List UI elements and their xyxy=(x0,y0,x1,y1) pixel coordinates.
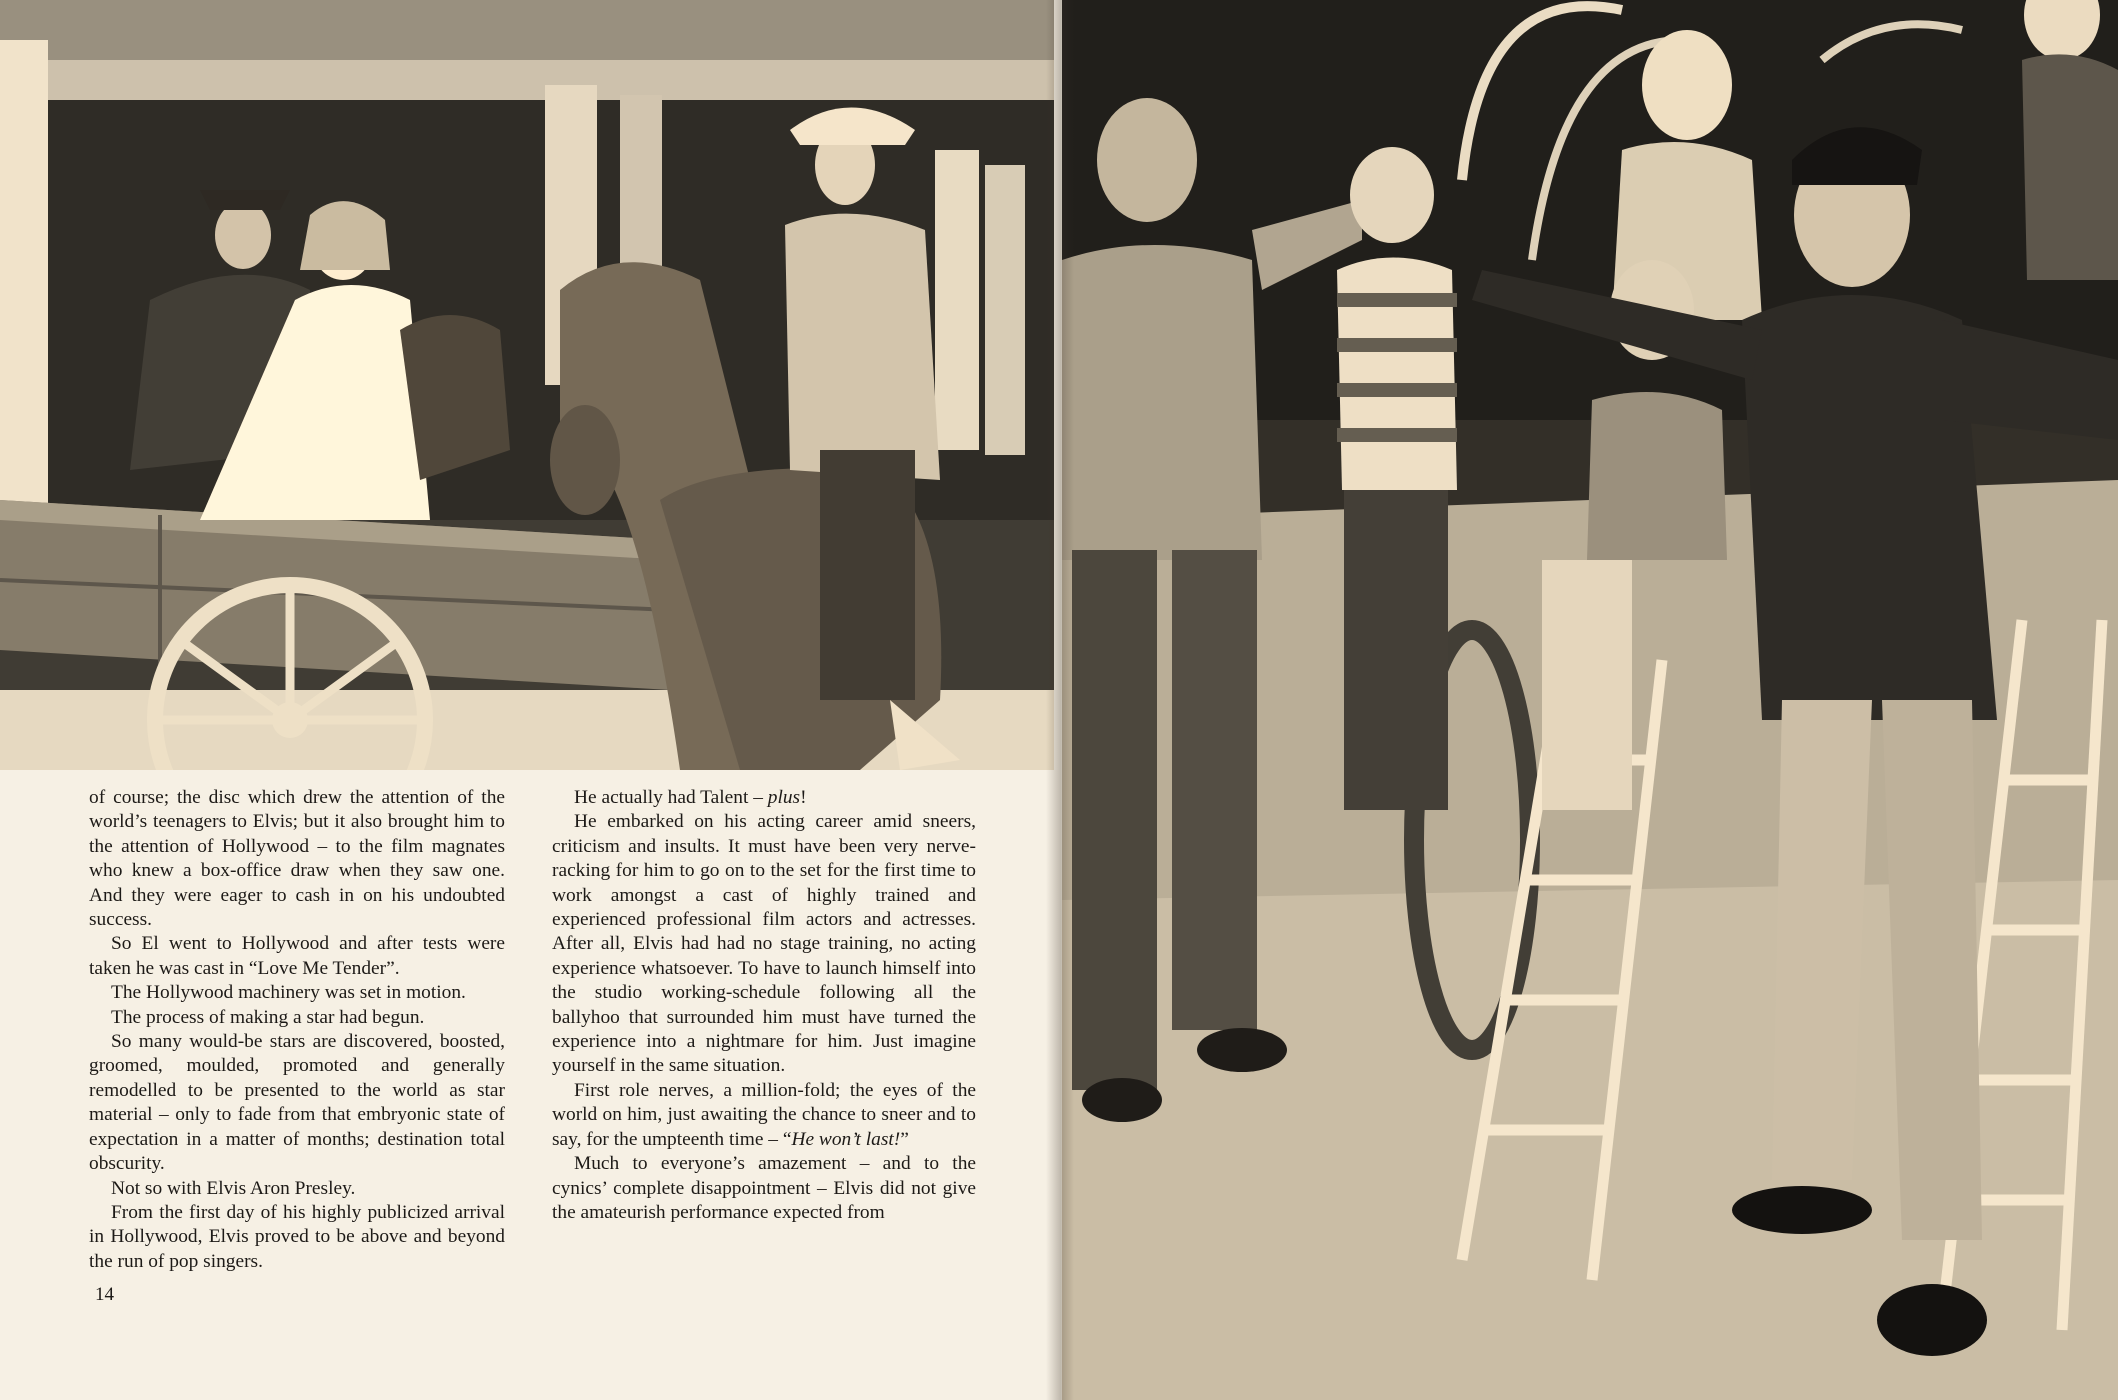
quote-emphasis: He won’t last! xyxy=(791,1128,901,1150)
paragraph: The Hollywood machinery was set in motion. xyxy=(111,982,466,1004)
paragraph-text: First role nerves, a million-fold; the eyes of the world on him, just awaiting the chance to sneer and to say, for the umpteenth time – “ xyxy=(552,1079,976,1150)
paragraph xyxy=(552,786,976,810)
western-wagon-illustration xyxy=(0,0,1054,770)
paragraph: He embarked on his acting career amid sneers, criticism and insults. It must have been very nerve-racking for him to go on to the set for the first time to work amongst a cast of highly trained and experienced professional film actors and actresses. After all, Elvis had had no stage training, no acting experience whatsoever. To have to launch himself into the studio working-schedule following all the ballyhoo that surrounded him must have turned the experience into a nightmare for him. Just imagine yourself in the same situation. xyxy=(552,811,976,1077)
talent-line-text: He actually had Talent – xyxy=(574,787,768,808)
paragraph: So El went to Hollywood and after tests were taken he was cast in “Love Me Tender”. xyxy=(89,933,505,979)
playground-photo xyxy=(1062,0,2118,1400)
text-column-2 xyxy=(552,786,976,1225)
paragraph-text: ” xyxy=(900,1128,909,1150)
text-column-1 xyxy=(89,786,505,1274)
playground-illustration xyxy=(1062,0,2118,1400)
talent-line-end: ! xyxy=(800,787,807,808)
page-number: 14 xyxy=(95,1284,114,1305)
paragraph: Much to everyone’s amazement – and to the cynics’ complete disappointment – Elvis did not give the amateurish performance expected from xyxy=(552,1153,976,1223)
paragraph: Not so with Elvis Aron Presley. xyxy=(111,1177,356,1199)
talent-line-emphasis: plus xyxy=(767,787,801,808)
paragraph: of course; the disc which drew the attention of the world’s teenagers to Elvis; but it also brought him to the attention of Hollywood – to the film magnates who knew a box-office draw when they saw one. And they were eager to cash in on his undoubted success. xyxy=(89,787,505,931)
paragraph: So many would-be stars are discovered, boosted, groomed, moulded, promoted and generally remodelled to be presented to the world as star material – only to fade from that embryonic state of expectation in a matter of months; destination total obscurity. xyxy=(89,1031,505,1175)
western-wagon-photo xyxy=(0,0,1054,770)
paragraph: From the first day of his highly publicized arrival in Hollywood, Elvis proved to be above and beyond the run of pop singers. xyxy=(89,1201,505,1272)
paragraph: The process of making a star had begun. xyxy=(111,1006,425,1028)
paragraph xyxy=(552,1079,976,1152)
